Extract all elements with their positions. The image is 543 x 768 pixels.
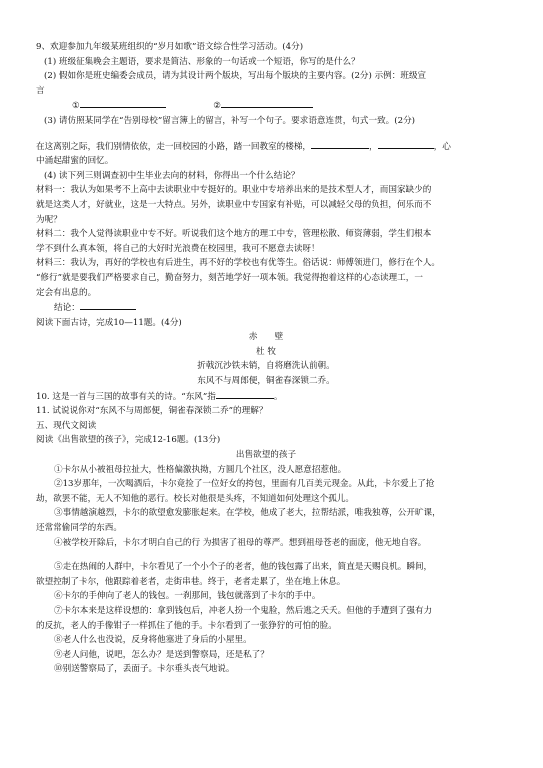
article-p1: ①卡尔从小被祖母拉扯大，性格偏激执拗，方圆几个社区，没人愿意招惹他。 — [54, 464, 347, 475]
option1-label: ① — [72, 101, 80, 112]
q9-part3-sentence — [36, 139, 496, 155]
poem-line1: 折戟沉沙铁未销，自将磨洗认前朝。 — [197, 361, 335, 372]
article-p9: ⑨老人问他，说吧，怎么办？是送到警察局，还是私了？ — [54, 649, 269, 660]
conclusion-blank[interactable] — [80, 300, 136, 310]
q10-end: 。 — [273, 391, 283, 402]
q9-part3-sentence-cont: 中涌起甜蜜的回忆。 — [36, 156, 114, 167]
article-p7-line2: 的反抗，老人的手像钳子一样抓住了他的手。卡尔看到了一张狰狞的可怕的脸。 — [36, 620, 337, 631]
material3-line1: 材料三：我认为，再好的学校也有后进生，再不好的学校也有优等生。俗话说：师傅领进门，修行在个人。 — [36, 258, 440, 269]
sentence-blank-1[interactable] — [311, 139, 369, 149]
article-p2-line2: 劫，欲罢不能，无人不知他的恶行。校长对他很是头疼，不知道如何处理这个孤儿。 — [36, 493, 354, 504]
q10-text: 10. 这是一首与三国的故事有关的诗。“东风”指 — [36, 391, 216, 402]
q9-options — [36, 98, 496, 114]
q9-part2-cont: 言 — [36, 85, 45, 96]
article-p5-line2: 欲望控制了卡尔，他跟踪着老者，走街串巷。终于，老者走累了，坐在地上休息。 — [36, 576, 346, 587]
sentence-blank-2[interactable] — [378, 139, 434, 149]
q11: 11. 试说说你对“东风不与周郎便，铜雀春深锁二乔”的理解？ — [36, 406, 268, 417]
material1-line3: 为呢？ — [36, 214, 62, 225]
poem-author: 杜 牧 — [256, 346, 276, 357]
poem-title: 赤 壁 — [248, 332, 284, 343]
article-p7-line1: ⑦卡尔本来是这样设想的：拿到钱包后，冲老人扮一个鬼脸，然后逃之夭夭。但他的手遭到了强有力 — [54, 605, 433, 616]
article-p3-line1: ③事情越演越烈，卡尔的欲望愈发膨胀起来。在学校，他成了老大，拉帮结派，唯我独尊，公开旷课， — [54, 508, 441, 519]
q9-part2: (2) 假如你是班史编委会成员，请为其设计两个版块，写出每个版块的主要内容。(2分) 示例：班级宣 — [44, 71, 427, 82]
article-p4: ④被学校开除后，卡尔才明白自己的行 为损害了祖母的尊严。想到祖母苍老的面庞，他无地自容。 — [54, 537, 427, 548]
article-p6: ⑥卡尔的手伸向了老人的钱包。一刹那间，钱包就落到了卡尔的手中。 — [54, 591, 321, 602]
sentence-start: 在这离别之际，我们别情依依，走一回校园的小路，踏一回教室的楼梯， — [36, 141, 312, 152]
section5-heading: 五、现代文阅读 — [36, 420, 97, 431]
material1-line1: 材料一：我认为如果考不上高中去读职业中专挺好的。职业中专培养出来的是技术型人才，而国家缺少的 — [36, 185, 432, 196]
material1-line2: 就是这类人才，好就业，这是一大特点。另外，读职业中专国家有补贴，可以减轻父母的负担，何乐而不 — [36, 199, 432, 210]
document-page — [36, 40, 496, 677]
material3-line2: “修行”就是要我们严格要求自己，勤奋努力，刻苦地学好一项本领。我觉得抱着这样的心态读理工，一 — [36, 272, 423, 283]
article-p8: ⑧老人什么也没说，反身将他塞进了身后的小屋里。 — [54, 635, 252, 646]
poem-line2: 东风不与周郎便，铜雀春深锁二乔。 — [197, 376, 335, 387]
q9-part4: (4) 读下列三则调查初中生毕业去向的材料，你得出一个什么结论？ — [44, 170, 300, 181]
q10-blank[interactable] — [216, 389, 274, 399]
poem-intro: 阅读下面古诗，完成10—11题。(4分) — [36, 317, 182, 328]
option1-blank[interactable] — [80, 98, 166, 108]
article-p3-line2: 还常常偷同学的东西。 — [36, 523, 122, 533]
option2-label: ② — [213, 101, 221, 112]
q9-part3: (3) 请仿照某同学在“告别母校”留言簿上的留言，补写一个句子。要求语意连贯，句式一致。(2分) — [44, 115, 416, 126]
q9-title: 9、欢迎参加九年级某班组织的“岁月如歌”语文综合性学习活动。(4分) — [36, 42, 304, 52]
article-p10: ⑩别送警察局了，丢面子。卡尔垂头丧气地说。 — [54, 664, 235, 675]
q10 — [36, 389, 496, 405]
article-p2-line1: ②13岁那年，一次喝酒后，卡尔竟捡了一位好女的挎包，里面有几百美元现金。从此，卡尔爱上了抢 — [54, 479, 435, 490]
sentence-end: ，心 — [433, 141, 451, 152]
q9-part1: (1) 班级征集晚会主题语，要求是简洁、形象的一句话或一个短语，你写的是什么？ — [44, 56, 360, 67]
conclusion-line — [36, 300, 496, 316]
material3-line3: 定会有出息的。 — [36, 287, 97, 298]
conclusion-label: 结论： — [54, 303, 80, 314]
material2-line2: 学不到什么真本领，将自己的大好时光浪费在校园里，我可不愿意去读呀！ — [36, 243, 320, 254]
sentence-comma: ， — [369, 141, 378, 152]
material2-line1: 材料二：我个人觉得读职业中专不好。听说我们这个地方的理工中专，管理松散、师资薄弱，学生们根本 — [36, 229, 432, 240]
article-title: 出售欲望的孩子 — [235, 450, 297, 461]
option2-blank[interactable] — [221, 98, 313, 108]
article-p5-line1: ⑤走在热闹的人群中，卡尔看见了一个小个子的老者，他的钱包露了出来，简直是天赐良机。瞬间， — [54, 562, 433, 573]
section5-intro: 阅读《出售欲望的孩子》，完成12-16题。(13分) — [36, 435, 221, 446]
